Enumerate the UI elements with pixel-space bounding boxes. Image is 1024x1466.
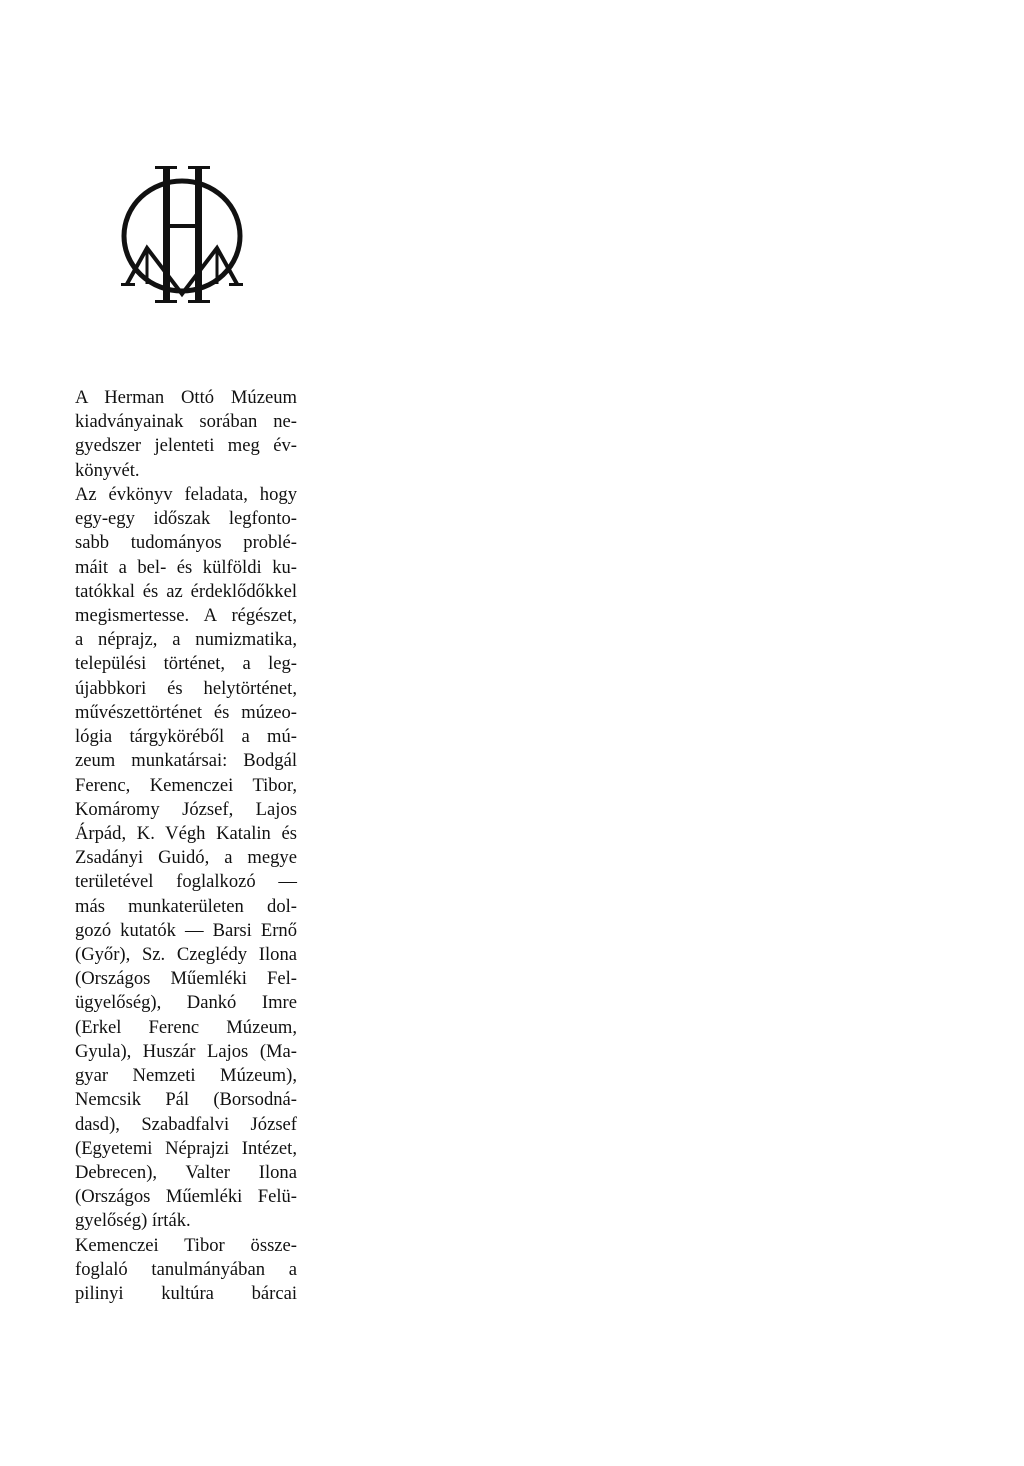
- text-line: művészettörténet és múzeo-: [75, 701, 297, 723]
- text-line: lógia tárgyköréből a mú-: [75, 726, 297, 748]
- text-line: a néprajz, a numizmatika,: [75, 629, 297, 651]
- text-line: pilinyi kultúra bárcai: [75, 1283, 297, 1305]
- text-line: A Herman Ottó Múzeum: [75, 387, 297, 408]
- text-line: Kemenczei Tibor össze-: [75, 1234, 297, 1256]
- text-line: más munkaterületen dol-: [75, 895, 297, 917]
- hom-monogram-logo: [117, 166, 247, 306]
- text-line: egy-egy időszak legfonto-: [75, 508, 297, 530]
- text-line: máit a bel- és külföldi ku-: [75, 556, 297, 578]
- text-line: (Egyetemi Néprajzi Intézet,: [75, 1137, 297, 1159]
- intro-text: [75, 386, 297, 1306]
- text-line: Zsadányi Guidó, a megye: [75, 847, 297, 869]
- text-line: Nemcsik Pál (Borsodná-: [75, 1089, 297, 1111]
- text-line: dasd), Szabadfalvi József: [75, 1113, 297, 1135]
- text-line: gyelőség) írták.: [75, 1210, 191, 1232]
- text-line: ügyelőség), Dankó Imre: [75, 992, 297, 1014]
- text-line: zeum munkatársai: Bodgál: [75, 750, 297, 772]
- text-line: (Győr), Sz. Czeglédy Ilona: [75, 944, 297, 966]
- text-line: megismertesse. A régészet,: [75, 604, 297, 626]
- text-line: tatókkal és az érdeklődőkkel: [75, 580, 297, 602]
- text-line: Komáromy József, Lajos: [75, 798, 297, 820]
- text-line: Debrecen), Valter Ilona: [75, 1162, 297, 1183]
- text-line: Az évkönyv feladata, hogy: [75, 483, 297, 505]
- text-line: könyvét.: [75, 459, 140, 481]
- text-line: települési történet, a leg-: [75, 653, 297, 675]
- text-line: foglaló tanulmányában a: [75, 1258, 297, 1280]
- text-line: Gyula), Huszár Lajos (Ma-: [75, 1040, 297, 1062]
- text-line: gozó kutatók — Barsi Ernő: [75, 919, 297, 941]
- text-line: gyar Nemzeti Múzeum),: [75, 1065, 297, 1087]
- text-line: kiadványainak sorában ne-: [75, 411, 297, 433]
- text-line: Árpád, K. Végh Katalin és: [75, 822, 297, 844]
- text-line: újabbkori és helytörténet,: [75, 677, 297, 699]
- text-line: (Országos Műemléki Fel-: [75, 968, 297, 990]
- text-line: (Országos Műemléki Felü-: [75, 1186, 297, 1208]
- text-line: területével foglalkozó —: [75, 871, 297, 893]
- text-line: sabb tudományos problé-: [75, 532, 297, 554]
- text-line: Ferenc, Kemenczei Tibor,: [75, 774, 297, 796]
- text-line: gyedszer jelenteti meg év-: [75, 435, 297, 457]
- text-line: (Erkel Ferenc Múzeum,: [75, 1016, 297, 1038]
